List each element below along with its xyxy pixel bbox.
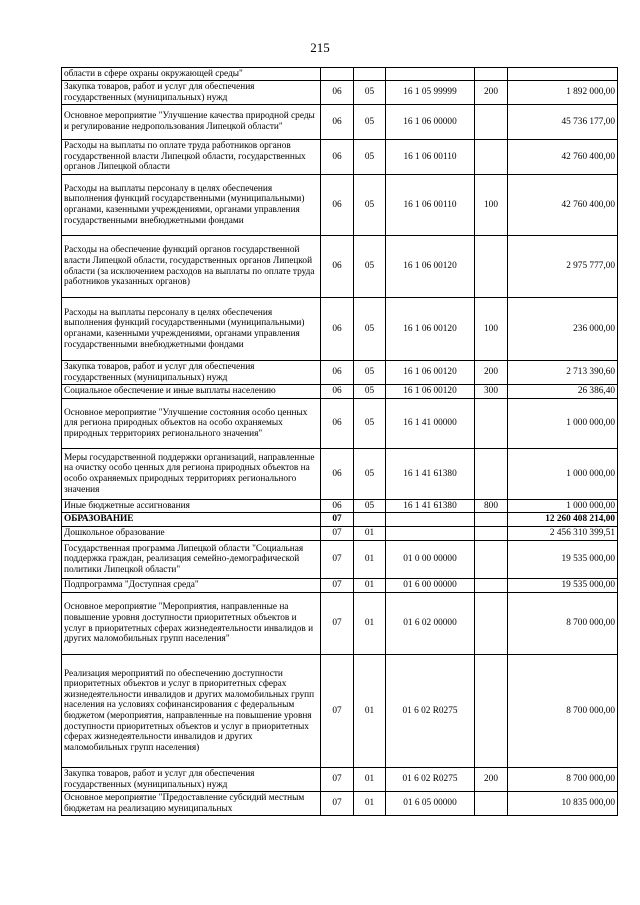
target-article-cell: 16 1 06 00120 [386,236,475,298]
table-row [62,140,618,175]
target-article-cell: 16 1 06 00110 [386,140,475,175]
table-row [62,513,618,527]
row-name-cell: Закупка товаров, работ и услуг для обеспечения государственных (муниципальных) нужд [62,81,321,105]
target-article-cell: 01 6 02 R0275 [386,655,475,768]
target-article-cell: 01 6 00 00000 [386,579,475,593]
row-name-cell: Расходы на обеспечение функций органов государственной власти Липецкой области, государственных органов Липецкой области (за исключением расходов на выплаты по оплате труда работников указанных органов) [62,236,321,298]
section-code-cell: 06 [321,140,354,175]
section-code-cell: 07 [321,541,354,579]
row-name-cell: Иные бюджетные ассигнования [62,500,321,513]
target-article-cell: 16 1 06 00120 [386,385,475,399]
target-article-cell: 01 0 00 00000 [386,541,475,579]
row-name-cell: Закупка товаров, работ и услуг для обеспечения государственных (муниципальных) нужд [62,768,321,792]
expense-type-cell [475,68,508,81]
expense-type-cell [475,449,508,500]
subsection-code-cell [354,513,386,527]
target-article-cell: 16 1 41 00000 [386,399,475,449]
target-article-cell: 16 1 41 61380 [386,449,475,500]
budget-table-body [62,68,618,816]
subsection-code-cell: 01 [354,792,386,816]
table-row [62,105,618,140]
section-code-cell: 06 [321,105,354,140]
section-code-cell: 06 [321,361,354,385]
section-code-cell: 06 [321,298,354,361]
section-code-cell: 07 [321,579,354,593]
expense-type-cell: 800 [475,500,508,513]
table-row [62,361,618,385]
section-code-cell: 07 [321,593,354,655]
section-code-cell: 06 [321,385,354,399]
expense-type-cell [475,527,508,541]
table-row [62,68,618,81]
table-row [62,541,618,579]
subsection-code-cell: 05 [354,140,386,175]
section-code-cell: 06 [321,81,354,105]
target-article-cell: 01 6 05 00000 [386,792,475,816]
row-name-cell: Меры государственной поддержки организаций, направленные на очистку особо ценных для региона природных объектов на особо охраняемых природных территориях регионального значения [62,449,321,500]
row-name-cell: Подпрограмма "Доступная среда" [62,579,321,593]
subsection-code-cell: 01 [354,593,386,655]
target-article-cell: 16 1 06 00000 [386,105,475,140]
amount-cell: 10 835 000,00 [508,792,618,816]
expense-type-cell [475,792,508,816]
amount-cell: 1 000 000,00 [508,399,618,449]
amount-cell: 45 736 177,00 [508,105,618,140]
target-article-cell: 01 6 02 00000 [386,593,475,655]
table-row [62,768,618,792]
expense-type-cell: 200 [475,768,508,792]
expense-type-cell: 200 [475,361,508,385]
table-row [62,399,618,449]
table-row [62,593,618,655]
row-name-cell: Дошкольное образование [62,527,321,541]
table-row [62,175,618,236]
row-name-cell: области в сфере охраны окружающей среды" [62,68,321,81]
subsection-code-cell: 05 [354,298,386,361]
expense-type-cell: 100 [475,175,508,236]
row-name-cell: Закупка товаров, работ и услуг для обеспечения государственных (муниципальных) нужд [62,361,321,385]
row-name-cell: Расходы на выплаты персоналу в целях обеспечения выполнения функций государственными (муниципальными) органами, казенными учреждениями, органами управления государственными внебюджетными фондами [62,175,321,236]
section-code-cell: 06 [321,236,354,298]
target-article-cell [386,513,475,527]
expense-type-cell [475,236,508,298]
table-row [62,449,618,500]
expense-type-cell [475,593,508,655]
table-row [62,792,618,816]
budget-table [61,67,618,816]
row-name-cell: ОБРАЗОВАНИЕ [62,513,321,527]
expense-type-cell [475,105,508,140]
subsection-code-cell: 01 [354,655,386,768]
section-code-cell: 06 [321,500,354,513]
amount-cell: 1 000 000,00 [508,500,618,513]
section-code-cell: 07 [321,768,354,792]
amount-cell: 236 000,00 [508,298,618,361]
subsection-code-cell: 01 [354,579,386,593]
row-name-cell: Основное мероприятие "Предоставление субсидий местным бюджетам на реализацию муниципальных [62,792,321,816]
target-article-cell: 16 1 06 00120 [386,361,475,385]
table-row [62,579,618,593]
section-code-cell [321,68,354,81]
subsection-code-cell: 05 [354,361,386,385]
expense-type-cell: 300 [475,385,508,399]
table-row [62,500,618,513]
section-code-cell: 07 [321,527,354,541]
section-code-cell: 07 [321,513,354,527]
row-name-cell: Основное мероприятие "Улучшение качества природной среды и регулирование недропользования Липецкой области" [62,105,321,140]
subsection-code-cell: 01 [354,768,386,792]
amount-cell: 42 760 400,00 [508,175,618,236]
amount-cell: 1 000 000,00 [508,449,618,500]
section-code-cell: 06 [321,449,354,500]
target-article-cell: 01 6 02 R0275 [386,768,475,792]
table-row [62,236,618,298]
subsection-code-cell: 05 [354,500,386,513]
subsection-code-cell: 05 [354,175,386,236]
table-row [62,298,618,361]
row-name-cell: Расходы на выплаты по оплате труда работников органов государственной власти Липецкой области, государственных органов Липецкой области [62,140,321,175]
target-article-cell [386,527,475,541]
target-article-cell: 16 1 06 00110 [386,175,475,236]
target-article-cell: 16 1 05 99999 [386,81,475,105]
page-number: 215 [310,40,330,55]
target-article-cell: 16 1 06 00120 [386,298,475,361]
subsection-code-cell: 01 [354,527,386,541]
amount-cell: 2 713 390,60 [508,361,618,385]
row-name-cell: Государственная программа Липецкой области "Социальная поддержка граждан, реализация семейно-демографической политики Липецкой области" [62,541,321,579]
table-row [62,385,618,399]
subsection-code-cell: 05 [354,385,386,399]
amount-cell: 8 700 000,00 [508,593,618,655]
subsection-code-cell: 05 [354,105,386,140]
subsection-code-cell: 05 [354,449,386,500]
row-name-cell: Расходы на выплаты персоналу в целях обеспечения выполнения функций государственными (муниципальными) органами, казенными учреждениями, органами управления государственными внебюджетными фондами [62,298,321,361]
subsection-code-cell: 01 [354,541,386,579]
subsection-code-cell: 05 [354,399,386,449]
expense-type-cell [475,513,508,527]
amount-cell: 1 892 000,00 [508,81,618,105]
amount-cell: 8 700 000,00 [508,768,618,792]
amount-cell: 26 386,40 [508,385,618,399]
amount-cell: 8 700 000,00 [508,655,618,768]
subsection-code-cell: 05 [354,81,386,105]
expense-type-cell [475,399,508,449]
section-code-cell: 06 [321,399,354,449]
expense-type-cell [475,579,508,593]
section-code-cell: 07 [321,792,354,816]
amount-cell: 19 535 000,00 [508,579,618,593]
amount-cell: 12 260 408 214,00 [508,513,618,527]
subsection-code-cell: 05 [354,236,386,298]
table-row [62,81,618,105]
amount-cell: 2 975 777,00 [508,236,618,298]
amount-cell [508,68,618,81]
amount-cell: 19 535 000,00 [508,541,618,579]
table-row [62,655,618,768]
expense-type-cell [475,541,508,579]
row-name-cell: Основное мероприятие "Улучшение состояния особо ценных для региона природных объектов на особо охраняемых природных территориях регионального значения" [62,399,321,449]
target-article-cell: 16 1 41 61380 [386,500,475,513]
expense-type-cell: 100 [475,298,508,361]
target-article-cell [386,68,475,81]
expense-type-cell [475,655,508,768]
expense-type-cell: 200 [475,81,508,105]
table-row [62,527,618,541]
subsection-code-cell [354,68,386,81]
amount-cell: 2 456 310 399,51 [508,527,618,541]
expense-type-cell [475,140,508,175]
section-code-cell: 07 [321,655,354,768]
amount-cell: 42 760 400,00 [508,140,618,175]
row-name-cell: Реализация мероприятий по обеспечению доступности приоритетных объектов и услуг в приоритетных сферах жизнедеятельности инвалидов и других маломобильных групп населения на условиях софинансирования с федеральным бюджетом (мероприятия, направленные на повышение уровня доступности приоритетных объектов и услуг в приоритетных сферах жизнедеятельности инвалидов и других маломобильных групп населения) [62,655,321,768]
section-code-cell: 06 [321,175,354,236]
row-name-cell: Основное мероприятие "Мероприятия, направленные на повышение уровня доступности приоритетных объектов и услуг в приоритетных сферах жизнедеятельности инвалидов и других маломобильных групп населения" [62,593,321,655]
row-name-cell: Социальное обеспечение и иные выплаты населению [62,385,321,399]
